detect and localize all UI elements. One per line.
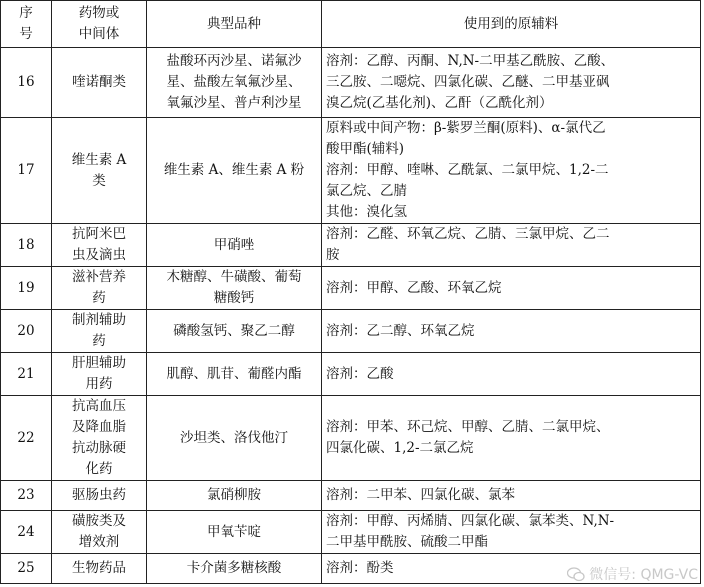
drug-category-cell	[52, 118, 147, 224]
raw-materials-text: 溶剂：乙二醇、环氧乙烷	[326, 322, 475, 339]
row-number-text: 18	[17, 236, 35, 253]
table-row	[1, 511, 701, 554]
drug-category-text: 增效剂	[78, 534, 120, 550]
typical-variety-text: 氯硝柳胺	[207, 487, 261, 503]
row-number-text: 16	[17, 74, 35, 90]
typical-variety-text: 肌醇、肌苷、葡醛内酯	[166, 365, 302, 382]
row-number-text: 21	[17, 365, 35, 382]
row-number-cell	[1, 267, 52, 310]
drug-category-text: 生物药品	[72, 560, 126, 576]
typical-variety-text: 星、盐酸左氧氟沙星、	[166, 74, 302, 90]
drug-category-cell	[52, 353, 147, 396]
raw-materials-text: 三乙胺、二噁烷、四氯化碳、乙醚、二甲基亚砜	[326, 74, 610, 90]
typical-variety-cell	[147, 310, 322, 353]
drug-category-text: 制剂辅助	[72, 312, 126, 328]
raw-materials-text: 溶剂：甲醇、乙酸、环氧乙烷	[326, 279, 502, 296]
row-number-cell	[1, 310, 52, 353]
header-text: 药物或	[78, 5, 120, 21]
typical-variety-cell	[147, 118, 322, 224]
drug-category-text: 及降血脂	[72, 419, 126, 435]
row-number-text: 20	[17, 322, 35, 339]
typical-variety-cell	[147, 511, 322, 554]
row-number-cell	[1, 481, 52, 511]
row-number-cell	[1, 554, 52, 584]
drug-category-text: 类	[92, 172, 106, 189]
drug-category-cell	[52, 267, 147, 310]
table-row	[1, 481, 701, 511]
raw-materials-cell	[322, 353, 701, 396]
typical-variety-text: 甲硝唑	[213, 236, 255, 253]
typical-variety-text: 盐酸环丙沙星、诺氟沙	[166, 53, 302, 69]
row-number-text: 22	[17, 429, 35, 446]
wechat-watermark	[567, 564, 698, 584]
header-row	[1, 1, 701, 48]
drug-category-text: 喹诺酮类	[72, 74, 126, 90]
raw-materials-text: 其他：溴化氢	[326, 204, 407, 220]
raw-materials-cell	[322, 396, 701, 481]
raw-materials-text: 溶剂：乙醇、丙酮、N,N-二甲基乙酰胺、乙酸、	[326, 53, 615, 69]
drug-category-text: 抗动脉硬	[72, 440, 126, 456]
wechat-icon	[567, 567, 585, 582]
typical-variety-cell	[147, 396, 322, 481]
typical-variety-text: 磷酸氢钙、聚乙二醇	[173, 322, 295, 339]
row-number-cell	[1, 224, 52, 267]
table-row	[1, 267, 701, 310]
row-number-cell	[1, 118, 52, 224]
typical-variety-cell	[147, 48, 322, 118]
raw-materials-text: 二甲基甲酰胺、硫酸二甲酯	[326, 534, 488, 550]
raw-materials-cell	[322, 48, 701, 118]
drug-category-cell	[52, 554, 147, 584]
header-text: 号	[19, 26, 33, 42]
raw-materials-text: 四氯化碳、1,2-二氯乙烷	[326, 440, 474, 456]
row-number-cell	[1, 396, 52, 481]
header-variety	[147, 1, 322, 48]
row-number-text: 23	[17, 487, 35, 503]
raw-materials-text: 溶剂：甲醇、丙烯腈、四氯化碳、氯苯类、N,N-	[326, 513, 615, 529]
raw-materials-text: 酸甲酯(辅料)	[326, 141, 405, 157]
header-text: 使用到的原辅料	[463, 15, 559, 32]
drug-category-text: 磺胺类及	[72, 513, 126, 529]
drug-category-cell	[52, 48, 147, 118]
raw-materials-text: 溶剂：二甲苯、四氯化碳、氯苯	[326, 487, 515, 503]
typical-variety-text: 甲氧苄啶	[207, 523, 261, 540]
typical-variety-cell	[147, 481, 322, 511]
row-number-text: 19	[17, 279, 35, 296]
drug-category-cell	[52, 511, 147, 554]
typical-variety-cell	[147, 353, 322, 396]
raw-materials-text: 氯乙烷、乙腈	[326, 183, 407, 199]
drug-category-text: 用药	[85, 376, 113, 392]
raw-materials-cell	[322, 481, 701, 511]
drug-category-text: 药	[92, 290, 106, 306]
typical-variety-text: 卡介菌多糖核酸	[186, 560, 282, 576]
raw-materials-cell	[322, 267, 701, 310]
raw-materials-cell	[322, 511, 701, 554]
header-text: 中间体	[78, 26, 120, 42]
row-number-cell	[1, 511, 52, 554]
row-number-text: 17	[17, 162, 35, 178]
row-number-text: 24	[17, 523, 35, 540]
drug-category-text: 虫及滴虫	[72, 247, 126, 263]
raw-materials-text: 溶剂：乙醛、环氧乙烷、乙腈、三氯甲烷、乙二	[326, 226, 610, 242]
raw-materials-text: 溶剂：甲苯、环己烷、甲醇、乙腈、二氯甲烷、	[326, 419, 610, 435]
table-row	[1, 310, 701, 353]
drug-category-text: 驱肠虫药	[72, 487, 126, 503]
watermark-text: 微信号: QMG-VC	[589, 567, 698, 583]
header-no	[1, 1, 52, 48]
drug-category-text: 药	[92, 333, 106, 349]
header-text: 典型品种	[207, 15, 261, 32]
raw-materials-text: 胺	[326, 247, 340, 263]
drug-category-text: 维生素 A	[71, 151, 127, 168]
typical-variety-cell	[147, 554, 322, 584]
raw-materials-cell	[322, 310, 701, 353]
typical-variety-text: 维生素 A、维生素 A 粉	[163, 162, 305, 178]
typical-variety-text: 木糖醇、牛磺酸、葡萄	[166, 269, 302, 285]
drug-category-text: 肝胆辅助	[72, 355, 126, 371]
drug-category-cell	[52, 396, 147, 481]
raw-materials-text: 溶剂：甲醇、喹啉、乙酰氯、二氯甲烷、1,2-二	[326, 162, 609, 178]
typical-variety-cell	[147, 267, 322, 310]
drug-category-cell	[52, 224, 147, 267]
typical-variety-cell	[147, 224, 322, 267]
row-number-text: 25	[17, 560, 35, 576]
drug-category-text: 化药	[85, 461, 113, 477]
drug-category-text: 抗阿米巴	[72, 226, 126, 242]
typical-variety-text: 沙坦类、洛伐他汀	[180, 429, 288, 446]
typical-variety-text: 糖酸钙	[213, 290, 255, 306]
drug-category-text: 抗高血压	[72, 398, 126, 414]
header-drug	[52, 1, 147, 48]
raw-materials-text: 溶剂：乙酸	[326, 365, 394, 382]
raw-materials-cell	[322, 224, 701, 267]
raw-materials-cell	[322, 118, 701, 224]
table-row	[1, 396, 701, 481]
table-row	[1, 353, 701, 396]
row-number-cell	[1, 48, 52, 118]
drug-category-cell	[52, 310, 147, 353]
header-text: 序	[19, 5, 33, 21]
raw-materials-text: 溴乙烷(乙基化剂)、乙酐（乙酰化剂）	[326, 95, 553, 111]
table-row	[1, 224, 701, 267]
header-materials	[322, 1, 701, 48]
raw-materials-text: 原料或中间产物：β-紫罗兰酮(原料)、α-氯代乙	[326, 120, 606, 136]
drug-category-text: 滋补营养	[72, 269, 126, 285]
raw-materials-text: 溶剂：酚类	[326, 560, 394, 576]
row-number-cell	[1, 353, 52, 396]
typical-variety-text: 氧氟沙星、普卢利沙星	[166, 95, 302, 111]
table-row	[1, 48, 701, 118]
drug-category-cell	[52, 481, 147, 511]
table-row	[1, 118, 701, 224]
